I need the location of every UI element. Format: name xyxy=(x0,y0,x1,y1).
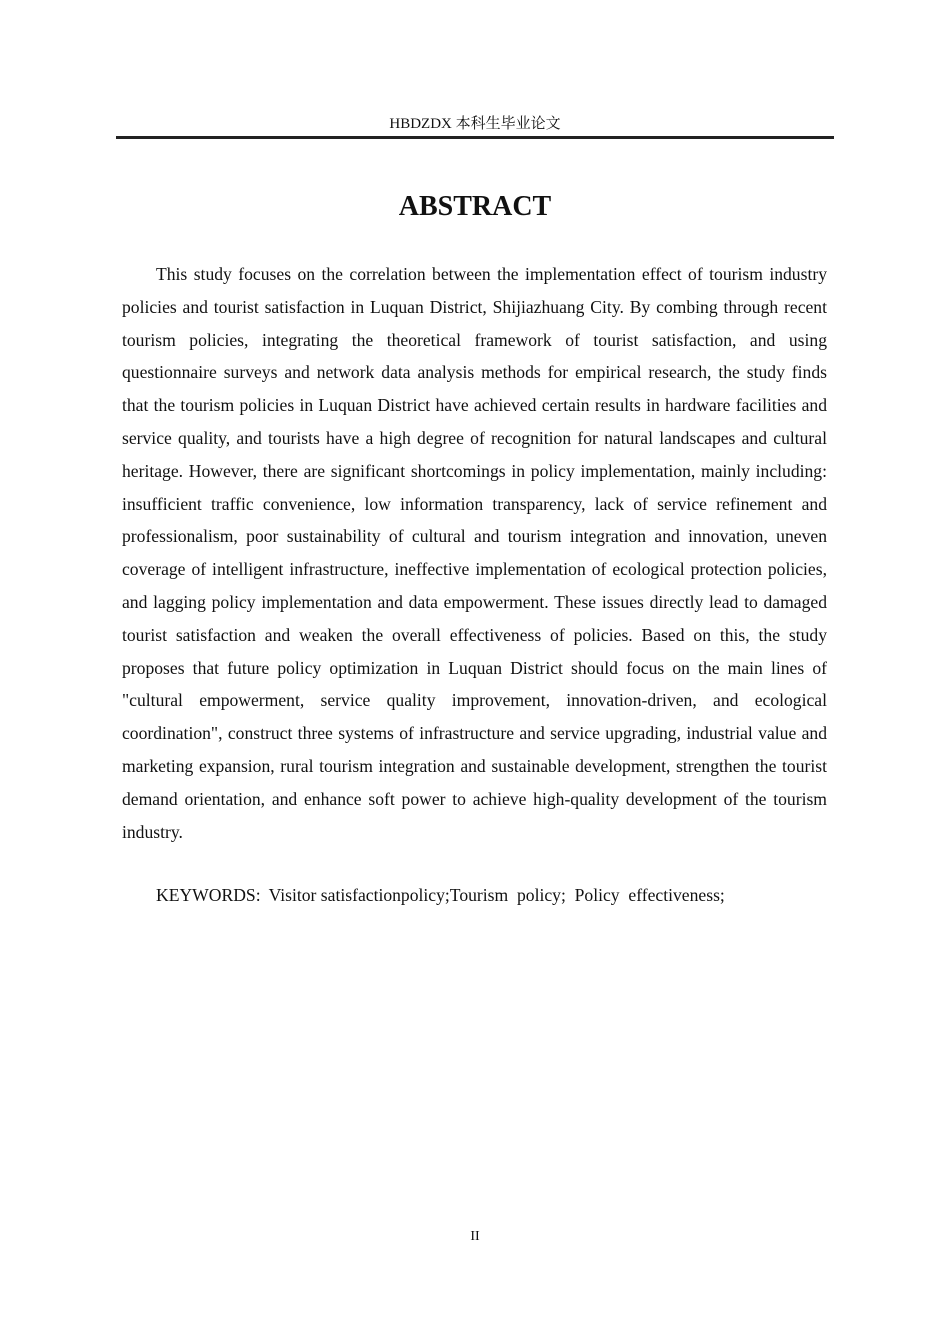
running-header: HBDZDX 本科生毕业论文 xyxy=(389,116,561,132)
page-number: II xyxy=(470,1229,480,1244)
keywords-value: Visitor satisfactionpolicy;Tourism policy; Policy effectiveness; xyxy=(268,885,725,905)
keywords-line xyxy=(156,879,836,911)
keywords-label: KEYWORDS: xyxy=(156,885,261,905)
abstract-title: ABSTRACT xyxy=(398,191,552,222)
abstract-body: This study focuses on the correlation between the implementation effect of tourism industry policies and tourist satisfaction in Luquan District, Shijiazhuang City. By combing through recent tourism policies, integrating the theoretical framework of tourist satisfaction, and using questionnaire surveys and network data analysis methods for empirical research, the study finds that the tourism policies in Luquan District have achieved certain results in hardware facilities and service quality, and tourists have a high degree of recognition for natural landscapes and cultural heritage. However, there are significant shortcomings in policy implementation, mainly including: insufficient traffic convenience, low information transparency, lack of service refinement and professionalism, poor sustainability of cultural and tourism integration and innovation, uneven coverage of intelligent infrastructure, ineffective implementation of ecological protection policies, and lagging policy implementation and data empowerment. These issues directly lead to damaged tourist satisfaction and weaken the overall effectiveness of policies. Based on this, the study proposes that future policy optimization in Luquan District should focus on the main lines of "cultural empowerment, service quality improvement, innovation-driven, and ecological coordination", construct three systems of infrastructure and service upgrading, industrial value and marketing expansion, rural tourism integration and sustainable development, strengthen the tourist demand orientation, and enhance soft power to achieve high-quality development of the tourism industry. xyxy=(122,264,827,842)
header-rule xyxy=(116,136,834,139)
